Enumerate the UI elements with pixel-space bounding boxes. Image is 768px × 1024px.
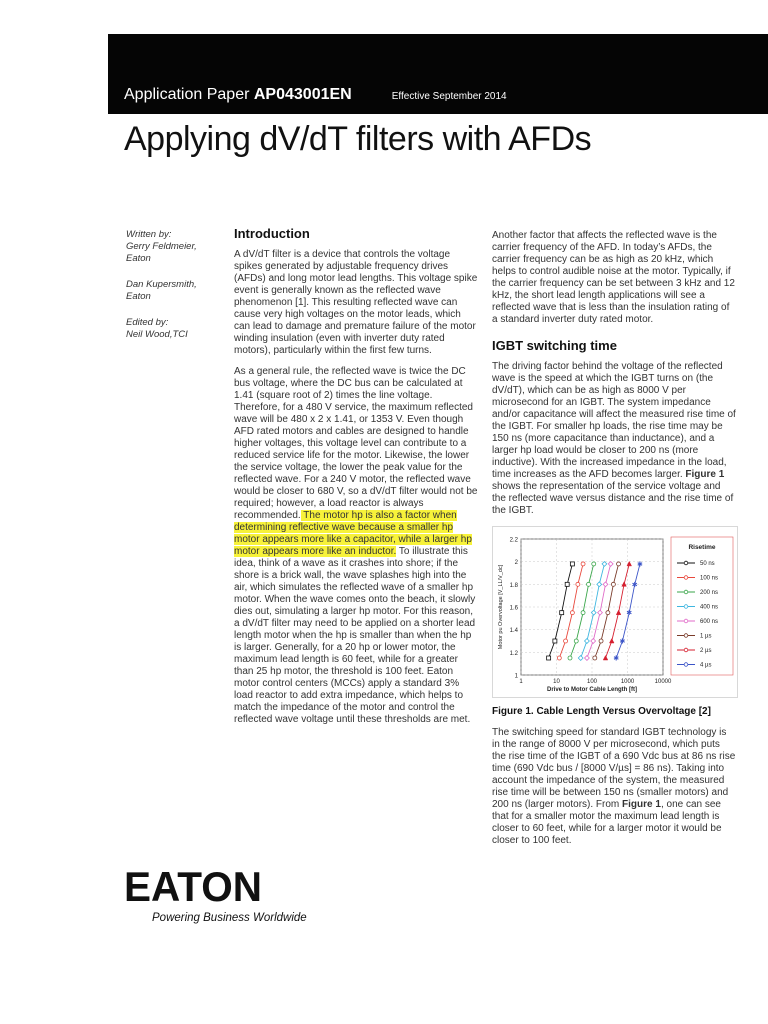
data-point [591, 639, 596, 644]
data-point [557, 656, 561, 660]
paragraph-text: shows the representation of the service voltage and the reflected wave versus distance and the rise time of the IGBT. [492, 481, 734, 516]
data-point [581, 611, 585, 615]
y-tick-label: 2.2 [509, 537, 518, 544]
data-point [553, 639, 557, 643]
data-point [608, 562, 613, 567]
legend-marker [684, 576, 688, 580]
data-point: ✱ [613, 654, 620, 663]
column-left [234, 228, 478, 735]
legend-marker [684, 561, 688, 565]
legend-label: 50 ns [700, 561, 715, 568]
x-tick-label: 10 [553, 679, 560, 685]
data-point [565, 582, 569, 586]
data-point [617, 562, 621, 566]
paragraph-text: To illustrate this idea, think of a wave as it crashes into shore; if the shore is a brick wall, the wave splashes high into the air, which simulates the reflected wave of a smaller hp motor. When the wave comes onto the beach, it slowly dies out, simulating a larger hp motor. For this reason, a dV/dT filter may need to be applied on a shorter lead length motor when the hp is smaller than when the hp is larger. Generally, for a 20 hp or lower motor, the maximum lead length is 60 feet, while for a greater than 25 hp motor, the threshold is 100 feet. Eaton motor control centers (MCCs) apply a standard 3% load reactor to add extra impedance, which helps to match the impedance of the motor and control the reflected wave voltage until these thresholds are met. [234, 546, 476, 725]
data-point [598, 610, 603, 615]
y-tick-label: 1 [514, 673, 518, 680]
legend-label: 400 ns [700, 604, 719, 611]
intro-paragraph-2 [234, 366, 478, 726]
overvoltage-chart [493, 527, 737, 697]
legend-label: 1 µs [700, 633, 712, 640]
data-point [581, 562, 585, 566]
legend-label: 4 µs [700, 662, 712, 669]
data-point [611, 582, 615, 586]
data-point [574, 639, 578, 643]
credit-second-author [126, 279, 222, 303]
credit-name: Dan Kupersmith, [126, 279, 197, 290]
legend-marker [684, 590, 688, 594]
figure-reference: Figure 1 [622, 799, 661, 810]
credit-name: Neil Wood,TCI [126, 329, 188, 340]
header-bar [108, 34, 768, 114]
data-point [622, 582, 627, 587]
carrier-paragraph: Another factor that affects the reflected wave is the carrier frequency of the AFD. In today’s AFDs, the carrier frequency can be as high as 20 kHz, which helps to control audible noise at the motor. Typically, if the carrier frequency can be set between 3 kHz and 12 kHz, the short lead length applications will see a reflected wave that is less than the insulation rating of a standard inverter duty rated motor. [492, 230, 735, 325]
legend-title: Risetime [688, 544, 716, 551]
data-point [568, 656, 572, 660]
credit-org: Eaton [126, 253, 151, 264]
data-point [576, 582, 580, 586]
data-point: ✱ [626, 609, 633, 618]
credit-edited [126, 317, 222, 341]
paragraph-text: The driving factor behind the voltage of the reflected wave is the speed at which the IGBT turns on (the dV/dT), which can be as high as 8000 V per microsecond for an IGBT. The system impedance and/or capacitance will affect the measured rise time of the IGBT. For smaller hp loads, the rise time may be 150 ns (more capacitance than inductance), and a larger hp load would be closer to 200 ns (more inductive). With the increased impedance in the load, time increases as the AFD becomes larger. [492, 361, 736, 480]
legend-marker [684, 605, 688, 609]
y-axis-label: Motor pu Overvoltage [V_LL/V_dc] [498, 564, 504, 650]
data-point [591, 610, 596, 615]
intro-paragraph-1: A dV/dT filter is a device that controls the voltage spikes generated by adjustable frequency drives (AFDs) and long motor lead lengths. This voltage spike event is generally known as the reflected wave phenomenon [1]. This resulting reflected wave can cause very high voltages on the motor leads, which can lead to damage and premature failure of the motor winding insulation (even with inverter duty rated motors), particularly within the first few turns. [234, 249, 478, 356]
legend-marker [684, 663, 688, 667]
paragraph-text: , one can see that for a smaller motor the maximum lead length is closer to 60 feet, while for a larger motor it would be closer to 100 feet. [492, 799, 722, 846]
legend-marker [684, 648, 688, 652]
paragraph-text: The switching speed for standard IGBT technology is in the range of 8000 V per microsecond, which puts the rise time of the IGBT of a 690 Vdc bus at 86 ns rise time (690 Vdc bus / [8000 V/µs] = 86 ns). Taking into account the impedance of the system, the measured rise time will be between 150 ns (smaller motors) and 200 ns (larger motors). From [492, 727, 736, 810]
effective-date: Effective September 2014 [391, 91, 507, 102]
figure-reference: Figure 1 [685, 469, 725, 480]
logo-tagline: Powering Business Worldwide [152, 912, 307, 924]
data-point [578, 656, 583, 661]
legend-label: 600 ns [700, 619, 719, 626]
author-credits [126, 229, 222, 355]
data-point [592, 562, 596, 566]
data-point [547, 656, 551, 660]
legend-label: 200 ns [700, 590, 719, 597]
data-point [599, 639, 603, 643]
data-point [564, 639, 568, 643]
page-title: Applying dV/dT filters with AFDs [124, 120, 592, 158]
doc-number: AP043001EN [253, 86, 352, 103]
column-right [492, 230, 736, 856]
x-axis-label: Drive to Motor Cable Length [ft] [547, 687, 637, 693]
data-point [616, 610, 621, 615]
data-point [603, 656, 608, 661]
data-point [560, 611, 564, 615]
data-point [609, 639, 614, 644]
credit-role: Written by: [126, 229, 172, 240]
igbt-paragraph-2 [492, 727, 736, 847]
data-point [570, 611, 574, 615]
data-point: ✱ [636, 560, 643, 569]
y-tick-label: 1.8 [509, 582, 518, 589]
series-label: Application Paper [124, 86, 250, 103]
credit-org: Eaton [126, 291, 151, 302]
intro-heading: Introduction [234, 226, 310, 241]
x-tick-label: 10000 [654, 679, 672, 685]
data-point: ✱ [619, 637, 626, 646]
y-tick-label: 2 [514, 560, 518, 567]
x-tick-label: 100 [586, 679, 598, 685]
x-tick-label: 1000 [620, 679, 635, 685]
y-tick-label: 1.2 [509, 650, 518, 657]
legend-label: 2 µs [700, 648, 712, 655]
data-point [585, 656, 590, 661]
figure-1 [492, 526, 738, 698]
data-point [585, 639, 590, 644]
y-tick-label: 1.6 [509, 605, 518, 612]
figure-caption: Figure 1. Cable Length Versus Overvoltage [2] [492, 706, 711, 717]
data-point [570, 562, 574, 566]
y-tick-label: 1.4 [509, 628, 518, 635]
data-point [597, 582, 602, 587]
eaton-logo [124, 868, 264, 904]
legend-marker [684, 619, 688, 623]
data-point [587, 582, 591, 586]
legend-label: 100 ns [700, 575, 719, 582]
data-point: ✱ [631, 580, 638, 589]
data-point [606, 611, 610, 615]
legend-marker [684, 634, 688, 638]
credit-written [126, 229, 222, 265]
igbt-heading: IGBT switching time [492, 338, 617, 353]
credit-name: Gerry Feldmeier, [126, 241, 197, 252]
credit-role: Edited by: [126, 317, 169, 328]
igbt-paragraph-1 [492, 361, 736, 517]
header-line [124, 86, 507, 104]
data-point [602, 562, 607, 567]
x-tick-label: 1 [519, 679, 523, 685]
logo-wordmark: EATON [124, 868, 262, 904]
data-point [603, 582, 608, 587]
paragraph-text: As a general rule, the reflected wave is twice the DC bus voltage, where the DC bus can be calculated at 1.41 (square root of 2) times the line voltage. Therefore, for a 480 V service, the maximum reflected wave will be 480 x 2 x 1.41, or 1353 V. Even though AFD rated motors and cables are designed to handle higher voltages, this voltage level can contribute to a reduced service life for the motor. Likewise, the lower the service voltage, the lower the peak value for the reflected wave. For a 240 V motor, the reflected wave would be closer to 680 V, so a dV/dT filter would not be required; however, a load reactor is always recommended. [234, 366, 478, 521]
highlighted-text: The motor hp is also a factor when determining reflective wave because a smaller hp motor appears more like a capacitor, while a larger hp motor appears more like an inductor. [234, 510, 472, 557]
data-point [593, 656, 597, 660]
series-label-wrap [124, 86, 352, 103]
